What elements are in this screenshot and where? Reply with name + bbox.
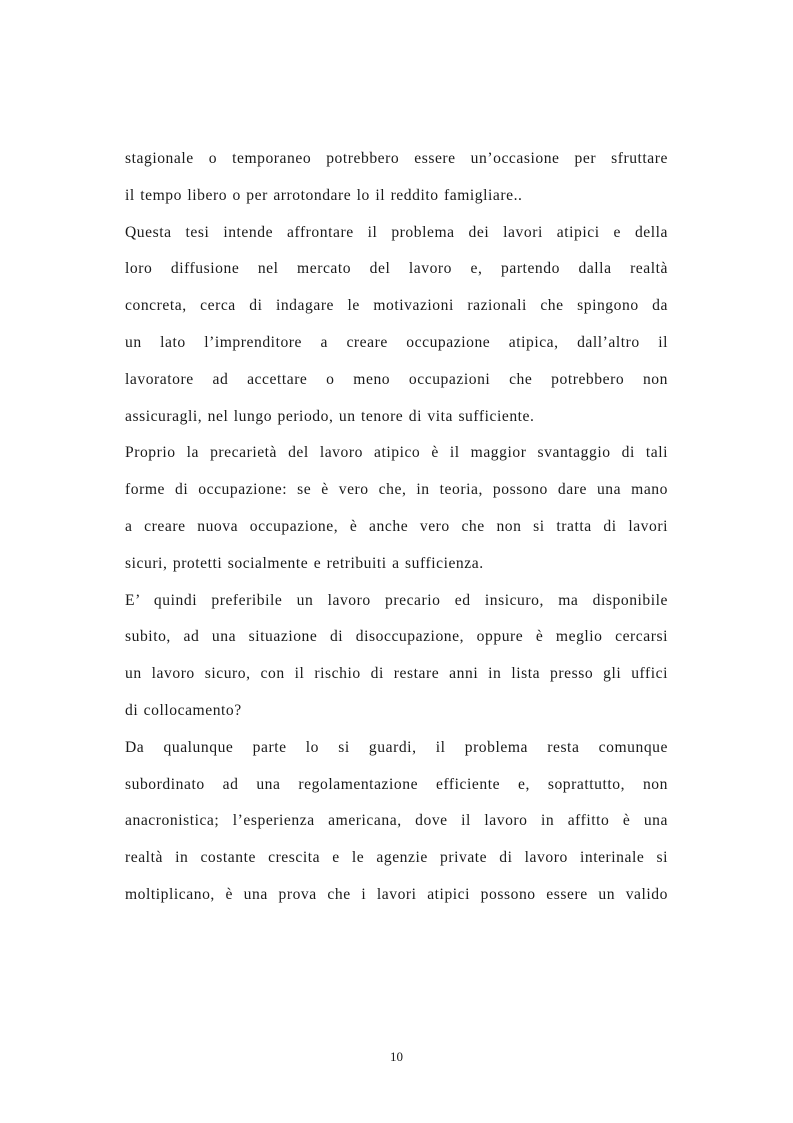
text-line: un lavoro sicuro, con il rischio di restare anni in lista presso gli uffici xyxy=(125,665,668,683)
text-line: subito, ad una situazione di disoccupazione, oppure è meglio cercarsi xyxy=(125,628,668,646)
body-text xyxy=(125,141,668,914)
text-line: realtà in costante crescita e le agenzie private di lavoro interinale si xyxy=(125,849,668,867)
text-line: anacronistica; l’esperienza americana, dove il lavoro in affitto è una xyxy=(125,812,668,830)
text-line: lavoratore ad accettare o meno occupazioni che potrebbero non xyxy=(125,370,668,388)
text-line: stagionale o temporaneo potrebbero essere un’occasione per sfruttare xyxy=(125,150,668,167)
text-line: Questa tesi intende affrontare il problema dei lavori atipici e della xyxy=(125,223,668,241)
text-line: assicuragli, nel lungo periodo, un tenore di vita sufficiente. xyxy=(125,407,535,425)
text-line: Da qualunque parte lo si guardi, il problema resta comunque xyxy=(125,738,668,756)
text-line: di collocamento? xyxy=(125,701,242,719)
text-line: Proprio la precarietà del lavoro atipico è il maggior svantaggio di tali xyxy=(125,444,668,462)
text-line: sicuri, protetti socialmente e retribuiti a sufficienza. xyxy=(125,554,484,572)
text-line: loro diffusione nel mercato del lavoro e, partendo dalla realtà xyxy=(125,260,668,278)
text-line: un lato l’imprenditore a creare occupazione atipica, dall’altro il xyxy=(125,333,668,351)
text-line: forme di occupazione: se è vero che, in teoria, possono dare una mano xyxy=(125,481,668,499)
text-line: subordinato ad una regolamentazione efficiente e, soprattutto, non xyxy=(125,775,668,793)
page-number: 10 xyxy=(390,1049,403,1064)
text-line: il tempo libero o per arrotondare lo il reddito famigliare.. xyxy=(125,186,523,204)
text-line: moltiplicano, è una prova che i lavori atipici possono essere un valido xyxy=(125,885,668,903)
text-line: E’ quindi preferibile un lavoro precario ed insicuro, ma disponibile xyxy=(125,591,668,609)
text-line: a creare nuova occupazione, è anche vero che non si tratta di lavori xyxy=(125,517,668,535)
text-line: concreta, cerca di indagare le motivazioni razionali che spingono da xyxy=(125,297,668,315)
